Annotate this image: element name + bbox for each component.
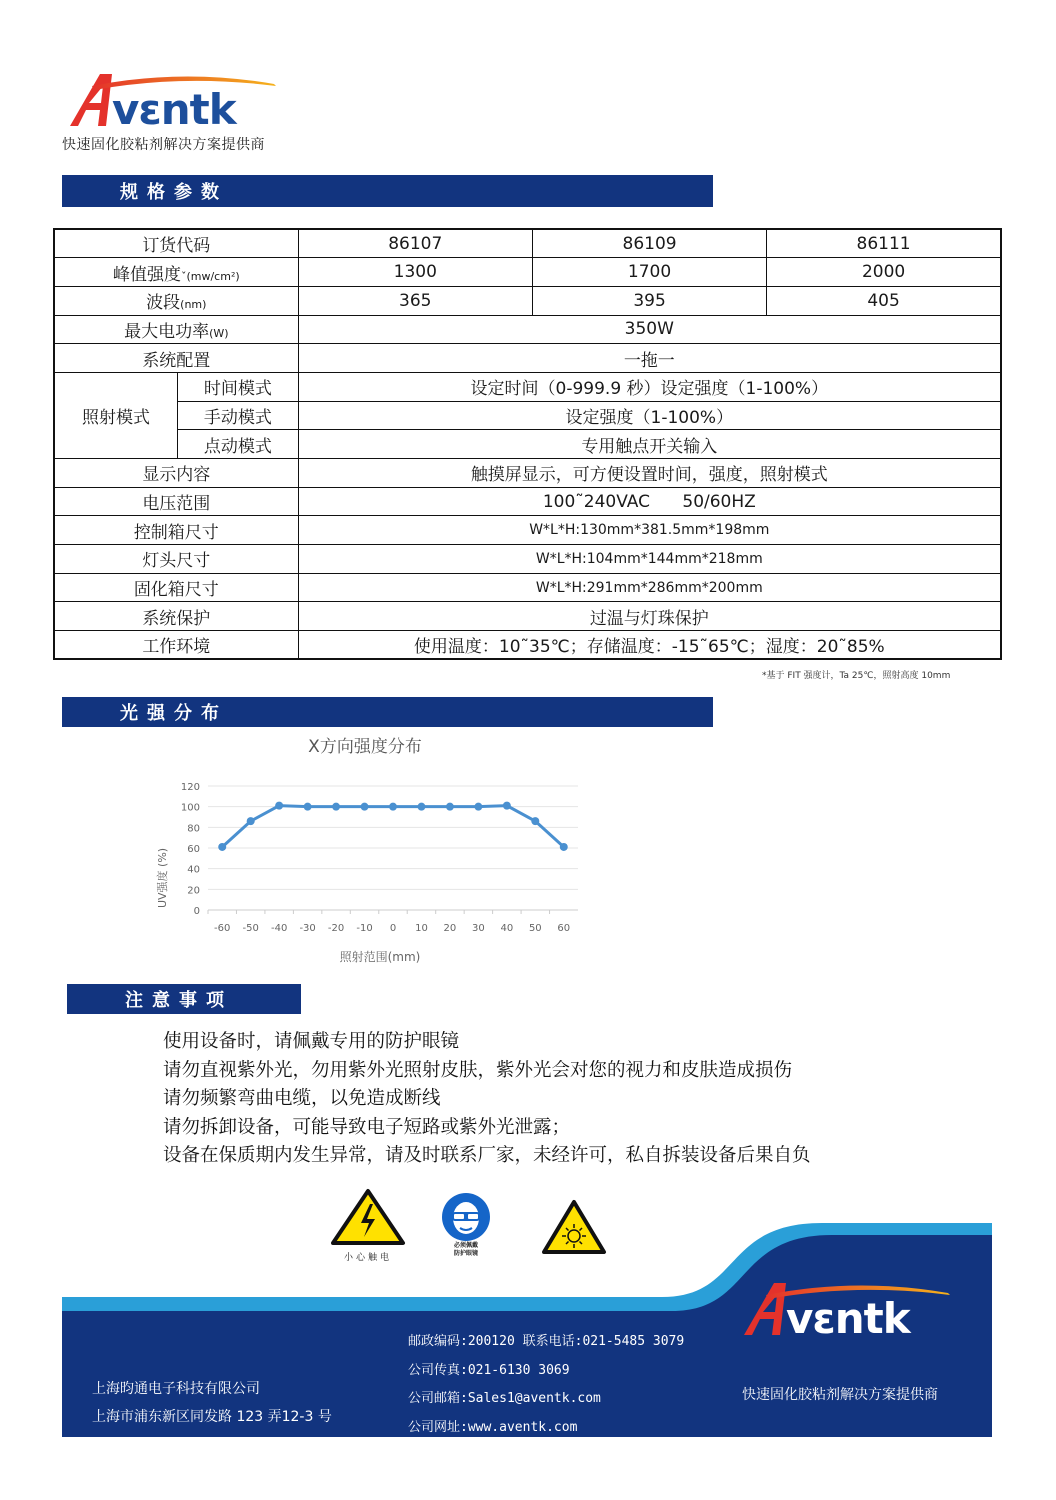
row-label: 波段(nm) — [54, 286, 298, 315]
cell: 过温与灯珠保护 — [298, 602, 1001, 631]
cell: 405 — [767, 286, 1001, 315]
row-label: 最大电功率(W) — [54, 315, 298, 344]
table-row — [54, 573, 1001, 602]
row-label: 控制箱尺寸 — [54, 516, 298, 545]
table-row — [54, 602, 1001, 631]
cell: 365 — [298, 286, 532, 315]
cell: 一拖一 — [298, 344, 1001, 373]
data-point — [389, 803, 397, 811]
svg-text:-60: -60 — [214, 923, 231, 934]
svg-text:0: 0 — [389, 923, 397, 934]
cell: 1700 — [532, 258, 766, 287]
table-row — [54, 487, 1001, 516]
cell: 350W — [298, 315, 1001, 344]
cell: 2000 — [767, 258, 1001, 287]
cell: 设定强度（1-100%） — [298, 401, 1001, 430]
company-info — [92, 1375, 332, 1431]
table-row — [54, 229, 1001, 258]
row-label: 显示内容 — [54, 459, 298, 488]
list-item: 请勿拆卸设备，可能导致电子短路或紫外光泄露； — [163, 1116, 571, 1138]
row-label: 工作环境 — [54, 631, 298, 660]
fax: 公司传真:021-6130 3069 — [408, 1362, 570, 1378]
data-point — [218, 843, 226, 851]
sub-label: 手动模式 — [178, 401, 299, 430]
row-label: 系统保护 — [54, 602, 298, 631]
cell: W*L*H:291mm*286mm*200mm — [298, 573, 1001, 602]
data-point — [304, 803, 312, 811]
sub-label: 时间模式 — [178, 372, 299, 401]
header-tagline: 快速固化胶粘剂解决方案提供商 — [62, 137, 265, 153]
email[interactable]: 公司邮箱:Sales1@aventk.com — [408, 1391, 601, 1406]
footer-tagline: 快速固化胶粘剂解决方案提供商 — [742, 1387, 938, 1403]
data-point — [361, 803, 369, 811]
list-item: 使用设备时，请佩戴专用的防护眼镜 — [163, 1031, 460, 1052]
section-header-specs: 规格参数 — [62, 175, 713, 207]
chart-y-label: UV强度 (%) — [156, 847, 169, 909]
table-row — [54, 430, 1001, 459]
svg-text:50: 50 — [528, 923, 542, 934]
svg-text:40: 40 — [500, 923, 514, 934]
table-row — [54, 631, 1001, 660]
svg-text:10: 10 — [415, 923, 428, 934]
cell: W*L*H:104mm*144mm*218mm — [298, 545, 1001, 574]
row-label: 灯头尺寸 — [54, 545, 298, 574]
data-point — [474, 803, 482, 811]
notes-list — [163, 1028, 811, 1171]
specs-table — [53, 228, 1002, 660]
row-label: 固化箱尺寸 — [54, 573, 298, 602]
svg-text:20: 20 — [187, 885, 200, 897]
company-address: 上海市浦东新区同发路 123 弄12-3 号 — [92, 1409, 332, 1425]
table-row — [54, 401, 1001, 430]
postal-phone: 邮政编码:200120 联系电话:021-5485 3079 — [408, 1334, 685, 1349]
table-row — [54, 459, 1001, 488]
section-header-notes: 注意事项 — [67, 984, 301, 1014]
section-header-light-distribution: 光强分布 — [62, 697, 713, 727]
data-point — [503, 802, 511, 810]
cell: 触摸屏显示，可方便设置时间，强度，照射模式 — [298, 459, 1001, 488]
footer — [62, 1215, 992, 1437]
row-label: 照射模式 — [54, 372, 178, 458]
table-row — [54, 286, 1001, 315]
data-point — [417, 803, 425, 811]
svg-text:120: 120 — [180, 782, 200, 793]
svg-text:-20: -20 — [327, 923, 345, 934]
row-label: 峰值强度ˇ(mw/cm²) — [54, 258, 298, 287]
svg-text:30: 30 — [472, 923, 485, 934]
footer-aventk-logo — [736, 1275, 966, 1339]
row-label: 电压范围 — [54, 487, 298, 516]
svg-text:60: 60 — [557, 923, 571, 934]
svg-text:-30: -30 — [299, 923, 316, 934]
svg-text:-40: -40 — [270, 923, 288, 934]
data-point — [446, 803, 454, 811]
cell: 使用温度：10˜35℃；存储温度：-15˜65℃；湿度：20˜85% — [298, 631, 1001, 660]
data-point — [247, 817, 255, 825]
cell: 设定时间（0-999.9 秒）设定强度（1-100%） — [298, 372, 1001, 401]
svg-text:0: 0 — [193, 906, 200, 917]
cell: 86109 — [532, 229, 766, 258]
svg-text:40: 40 — [187, 864, 200, 876]
data-point — [531, 817, 539, 825]
svg-text:vεntk: vεntk — [786, 1294, 910, 1339]
svg-text:60: 60 — [187, 844, 200, 855]
table-row — [54, 545, 1001, 574]
aventk-logo — [62, 66, 292, 130]
cell: 395 — [532, 286, 766, 315]
chart-title: X方向强度分布 — [308, 737, 422, 757]
svg-text:-50: -50 — [242, 923, 259, 934]
table-row — [54, 344, 1001, 373]
cell: W*L*H:130mm*381.5mm*198mm — [298, 516, 1001, 545]
sub-label: 点动模式 — [178, 430, 299, 459]
cell: 86107 — [298, 229, 532, 258]
cell: 100˜240VAC 50/60HZ — [298, 487, 1001, 516]
svg-text:80: 80 — [187, 823, 200, 835]
contact-info — [408, 1328, 684, 1442]
company-name: 上海昀通电子科技有限公司 — [92, 1381, 260, 1397]
data-point — [560, 843, 568, 851]
website[interactable]: 公司网址:www.aventk.com — [408, 1419, 578, 1435]
data-point — [332, 803, 340, 811]
table-footnote: *基于 FIT 强度计，Ta 25℃，照射高度 10mm — [762, 671, 951, 681]
table-row — [54, 258, 1001, 287]
table-row — [54, 372, 1001, 401]
cell: 86111 — [767, 229, 1001, 258]
cell: 专用触点开关输入 — [298, 430, 1001, 459]
chart-x-label: 照射范围(mm) — [339, 950, 421, 964]
goggles-required: 必须佩戴 防护眼镜 — [438, 1192, 494, 1258]
cell: 1300 — [298, 258, 532, 287]
svg-text:20: 20 — [443, 923, 457, 934]
list-item: 设备在保质期内发生异常，请及时联系厂家，未经许可，私自拆装设备后果自负 — [163, 1145, 811, 1166]
svg-text:100: 100 — [180, 802, 200, 814]
electric-shock-warning: 小心触电 — [330, 1188, 406, 1263]
row-label: 系统配置 — [54, 344, 298, 373]
svg-text:-10: -10 — [356, 923, 373, 934]
intensity-chart — [150, 730, 585, 970]
row-label: 订货代码 — [54, 229, 298, 258]
table-row — [54, 315, 1001, 344]
list-item: 请勿直视紫外光，勿用紫外光照射皮肤，紫外光会对您的视力和皮肤造成损伤 — [163, 1059, 793, 1081]
table-row — [54, 516, 1001, 545]
svg-text:vεntk: vεntk — [112, 85, 236, 130]
data-point — [275, 802, 283, 810]
list-item: 请勿频繁弯曲电缆，以免造成断线 — [163, 1088, 441, 1109]
